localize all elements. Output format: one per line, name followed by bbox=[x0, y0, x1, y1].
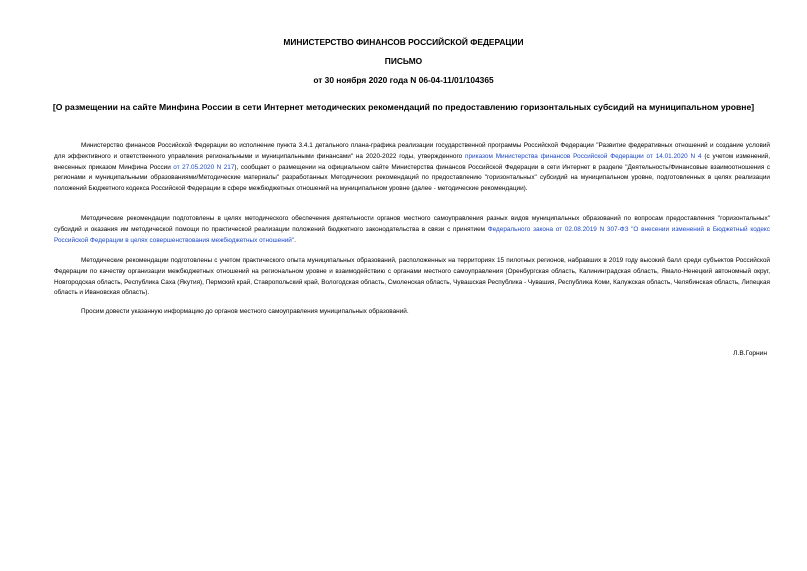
signature: Л.В.Горнин bbox=[733, 350, 767, 357]
document-title: [О размещении на сайте Минфина России в сети Интернет методических рекомендаций по предоставлению горизонтальных субсидий на муниципальном уровне] bbox=[52, 102, 755, 112]
paragraph-4: Просим довести указанную информацию до органов местного самоуправления муниципальных образований. bbox=[81, 308, 409, 315]
date-number-heading: от 30 ноября 2020 года N 06-04-11/01/104365 bbox=[313, 75, 494, 85]
ministry-heading: МИНИСТЕРСТВО ФИНАНСОВ РОССИЙСКОЙ ФЕДЕРАЦИИ bbox=[283, 37, 524, 47]
paragraph-1 bbox=[54, 141, 770, 195]
paragraph-1-text-c: ), сообщает о размещении на официальном сайте Министерства финансов Российской Федерации в сети Интернет в разделе "Деятельность/Финансовые взаимоотношения с регионами и муниципальными образованиями/Методические материалы" разработанных Методических рекомендаций по предоставлению "горизонтальных" субсидий на муниципальном уровне, подготовленных в целях реализации положений Бюджетного кодекса Российской Федерации в сфере межбюджетных отношений на муниципальном уровне (далее - методические рекомендации). bbox=[54, 163, 771, 193]
federal-law-link[interactable]: Федерального закона от 02.08.2019 N 307-ФЗ "О внесении изменений в Бюджетный кодекс Российской Федерации в целях совершенствования межбюджетных отношений" bbox=[54, 225, 770, 244]
paragraph-2 bbox=[54, 214, 770, 246]
paragraph-3: Методические рекомендации подготовлены с учетом практического опыта муниципальных образований, расположенных на территориях 15 пилотных регионов, набравших в 2019 году высокий балл среди субъектов Российской Федерации по качеству организации межбюджетных отношений на региональном уровне и взаимодействию с органами местного самоуправления (Оренбургская область, Калининградская область, Ямало-Ненецкий автономный округ, Новгородская область, Республика Саха (Якутия), Пермский край, Ставропольский край, Вологодская область, Смоленская область, Чувашская Республика - Чувашия, Республика Коми, Калужская область, Челябинская область, Липецкая область и Ивановская область). bbox=[54, 257, 770, 297]
order-link-14-01-2020[interactable]: приказом Министерства финансов Российской Федерации от 14.01.2020 N 4 bbox=[465, 152, 702, 160]
paragraph-2-text-b: . bbox=[294, 236, 296, 244]
paragraph-1-text-b: (с учетом изменений, внесенных приказом Минфина России bbox=[54, 152, 770, 171]
paragraph-2-text-a: Методические рекомендации подготовлены в целях методического обеспечения деятельности органов местного самоуправления разных видов муниципальных образований по вопросам предоставления "горизонтальных" субсидий и оказания им методической помощи по практической реализации положений бюджетного законодательства в связи с принятием bbox=[54, 215, 770, 233]
document-type-heading: ПИСЬМО bbox=[384, 56, 423, 66]
paragraph-1-text-a: Министерство финансов Российской Федерации во исполнение пункта 3.4.1 детального плана-графика реализации государственной программы Российской Федерации "Развитие федеративных отношений и создание условий для эффективного и ответственного управления региональными и муниципальными финансами" на 2020-2022 годы, утвержденного bbox=[54, 142, 770, 160]
order-link-27-05-2020[interactable]: от 27.05.2020 N 217 bbox=[173, 163, 235, 171]
